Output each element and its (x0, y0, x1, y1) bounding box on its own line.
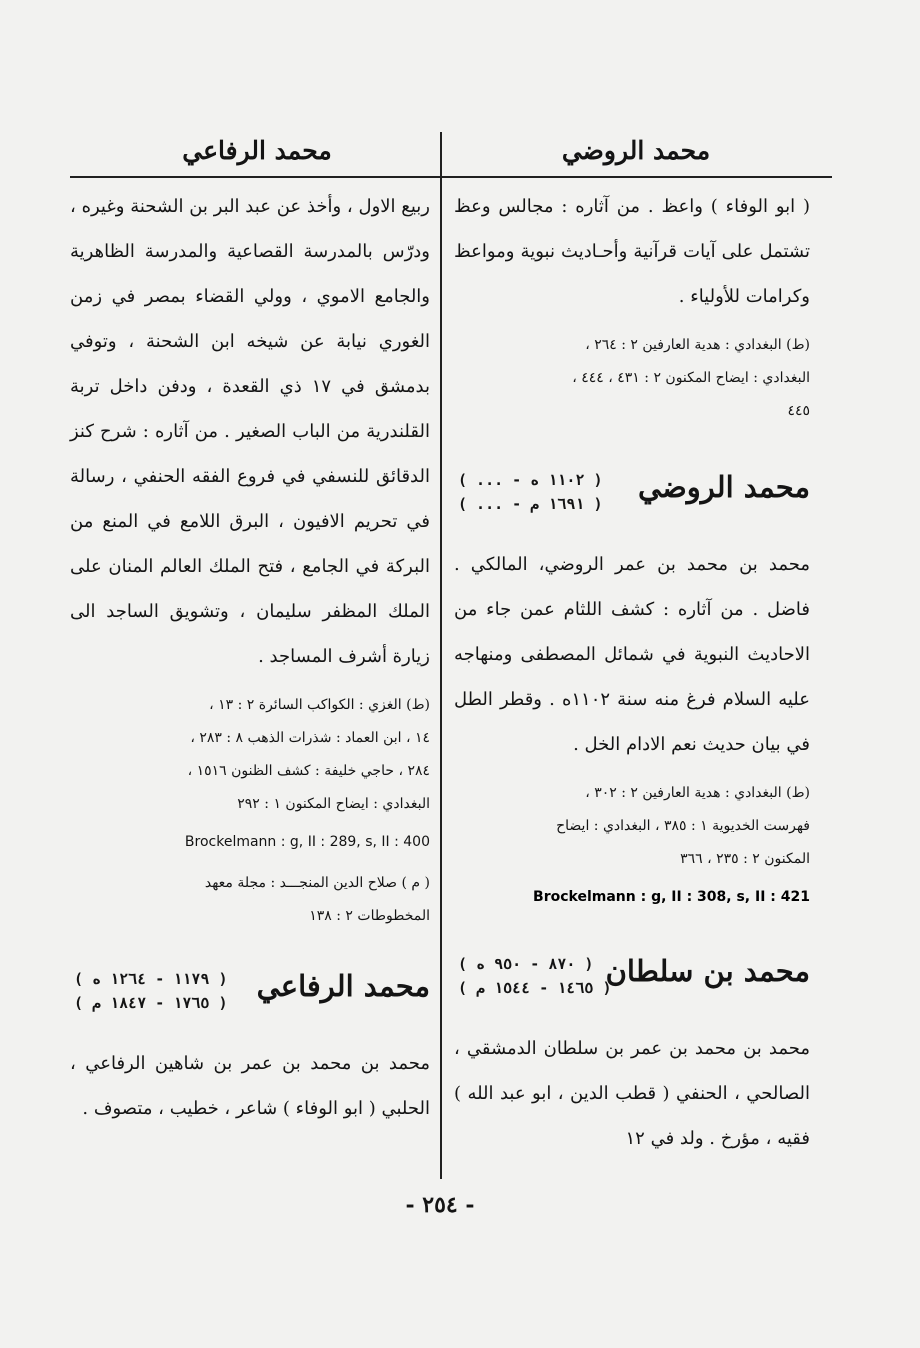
running-header-right: محمد الروضي (561, 136, 711, 165)
dates-hijri: ( ١١٧٩ - ١٢٦٤ ه ) (74, 970, 228, 988)
source-line: (ط) البغدادي : هدية العارفين ٢ : ٢٦٤ ، (585, 337, 810, 353)
source-line: ( م ) صلاح الدين المنجـــد : مجلة معهد (204, 875, 430, 891)
sources-block (70, 689, 430, 821)
sources-block (454, 329, 810, 428)
dates-hijri: ( ... - ١١٠٢ ه ) (458, 471, 603, 489)
dates-gregorian: ( ١٤٦٥ - ١٥٤٤ م ) (458, 979, 612, 997)
source-line: المكنون ٢ : ٢٣٥ ، ٣٦٦ (680, 851, 810, 867)
latin-reference: Brockelmann : g, II : 289, s, II : 400 (184, 834, 430, 850)
page-number: - ٢٥٤ - (405, 1192, 475, 1218)
entry-dates (458, 468, 603, 516)
dates-gregorian: ( ... - ١٦٩١ م ) (458, 495, 603, 513)
source-line: البغدادي : ايضاح المكنون ١ : ٢٩٢ (237, 796, 430, 812)
source-line: (ط) الغزي : الكواكب السائرة ٢ : ١٣ ، (209, 697, 430, 713)
source-line: ٤٤٥ (787, 403, 810, 419)
entry-heading (454, 458, 810, 542)
entry-name: محمد بن سلطان (605, 954, 810, 988)
entry-body: محمد بن محمد بن عمر بن سلطان الدمشقي ، الصالحي ، الحنفي ( قطب الدين ، ابو عبد الله ) فقيه ، مؤرخ . ولد في ١٢ (454, 1038, 810, 1149)
entry-body: محمد بن محمد بن عمر بن شاهين الرفاعي ، الحلبي ( ابو الوفاء ) شاعر ، خطيب ، متصوف . (70, 1053, 430, 1119)
entry-dates (74, 967, 228, 1015)
sources-block (70, 867, 430, 933)
entry-heading (70, 957, 430, 1041)
entry-dates (458, 952, 612, 1000)
latin-reference: Brockelmann : g, II : 308, s, II : 421 (533, 889, 810, 905)
entry-continuation-text: ( ابو الوفاء ) واعظ . من آثاره : مجالس وعظ تشتمل على آيات قرآنية وأحـاديث نبوية ومواعظ وكرامات للأولياء . (454, 196, 810, 307)
header-divider (70, 176, 832, 178)
dates-hijri: ( ٨٧٠ - ٩٥٠ ه ) (458, 955, 594, 973)
entry-body: محمد بن محمد بن عمر الروضي، المالكي . فاضل . من آثاره : كشف اللثام عمن جاء من الاحاديث النبوية في شمائل المصطفى ومنهاجه عليه السلام فرغ منه سنة ١١٠٢ه . وقطر الطل في بيان حديث نعم الادام الخل . (454, 554, 811, 755)
column-divider (440, 132, 442, 1179)
left-column (70, 184, 430, 1131)
entry-continuation-text: ربيع الاول ، وأخذ عن عبد البر بن الشحنة وغيره ، ودرّس بالمدرسة القصاعية والمدرسة الظاهرية والجامع الاموي ، وولي القضاء بمصر في زمن الغوري نيابة عن شيخه ابن الشحنة ، وتوفي بدمشق في ١٧ ذي القعدة ، ودفن داخل تربة القلندرية من الباب الصغير . من آثاره : شرح كنز الدقائق للنسفي في فروع الفقه الحنفي ، رسالة في تحريم الافيون ، البرق اللامع في المنع من البركة في الجامع ، فتح الملك العالم المنان على الملك المظفر سليمان ، وتشويق الساجد الى زيارة أشرف المساجد . (70, 196, 430, 667)
source-line: المخطوطات ٢ : ١٣٨ (309, 908, 430, 924)
entry-name: محمد الروضي (637, 470, 810, 504)
source-line: (ط) البغدادي : هدية العارفين ٢ : ٣٠٢ ، (585, 785, 810, 801)
entry-heading (454, 942, 810, 1026)
sources-block (454, 777, 810, 876)
entry-name: محمد الرفاعي (256, 969, 430, 1003)
dates-gregorian: ( ١٧٦٥ - ١٨٤٧ م ) (74, 994, 228, 1012)
source-line: فهرست الخديوية ١ : ٣٨٥ ، البغدادي : ايضاح (556, 818, 810, 834)
running-header-left: محمد الرفاعي (182, 136, 332, 165)
source-line: ١٤ ، ابن العماد : شذرات الذهب ٨ : ٢٨٣ ، (190, 730, 430, 746)
right-column (454, 184, 810, 1161)
source-line: البغدادي : ايضاح المكنون ٢ : ٤٣١ ، ٤٤٤ ، (572, 370, 810, 386)
source-line: ٢٨٤ ، حاجي خليفة : كشف الظنون ١٥١٦ ، (187, 763, 430, 779)
